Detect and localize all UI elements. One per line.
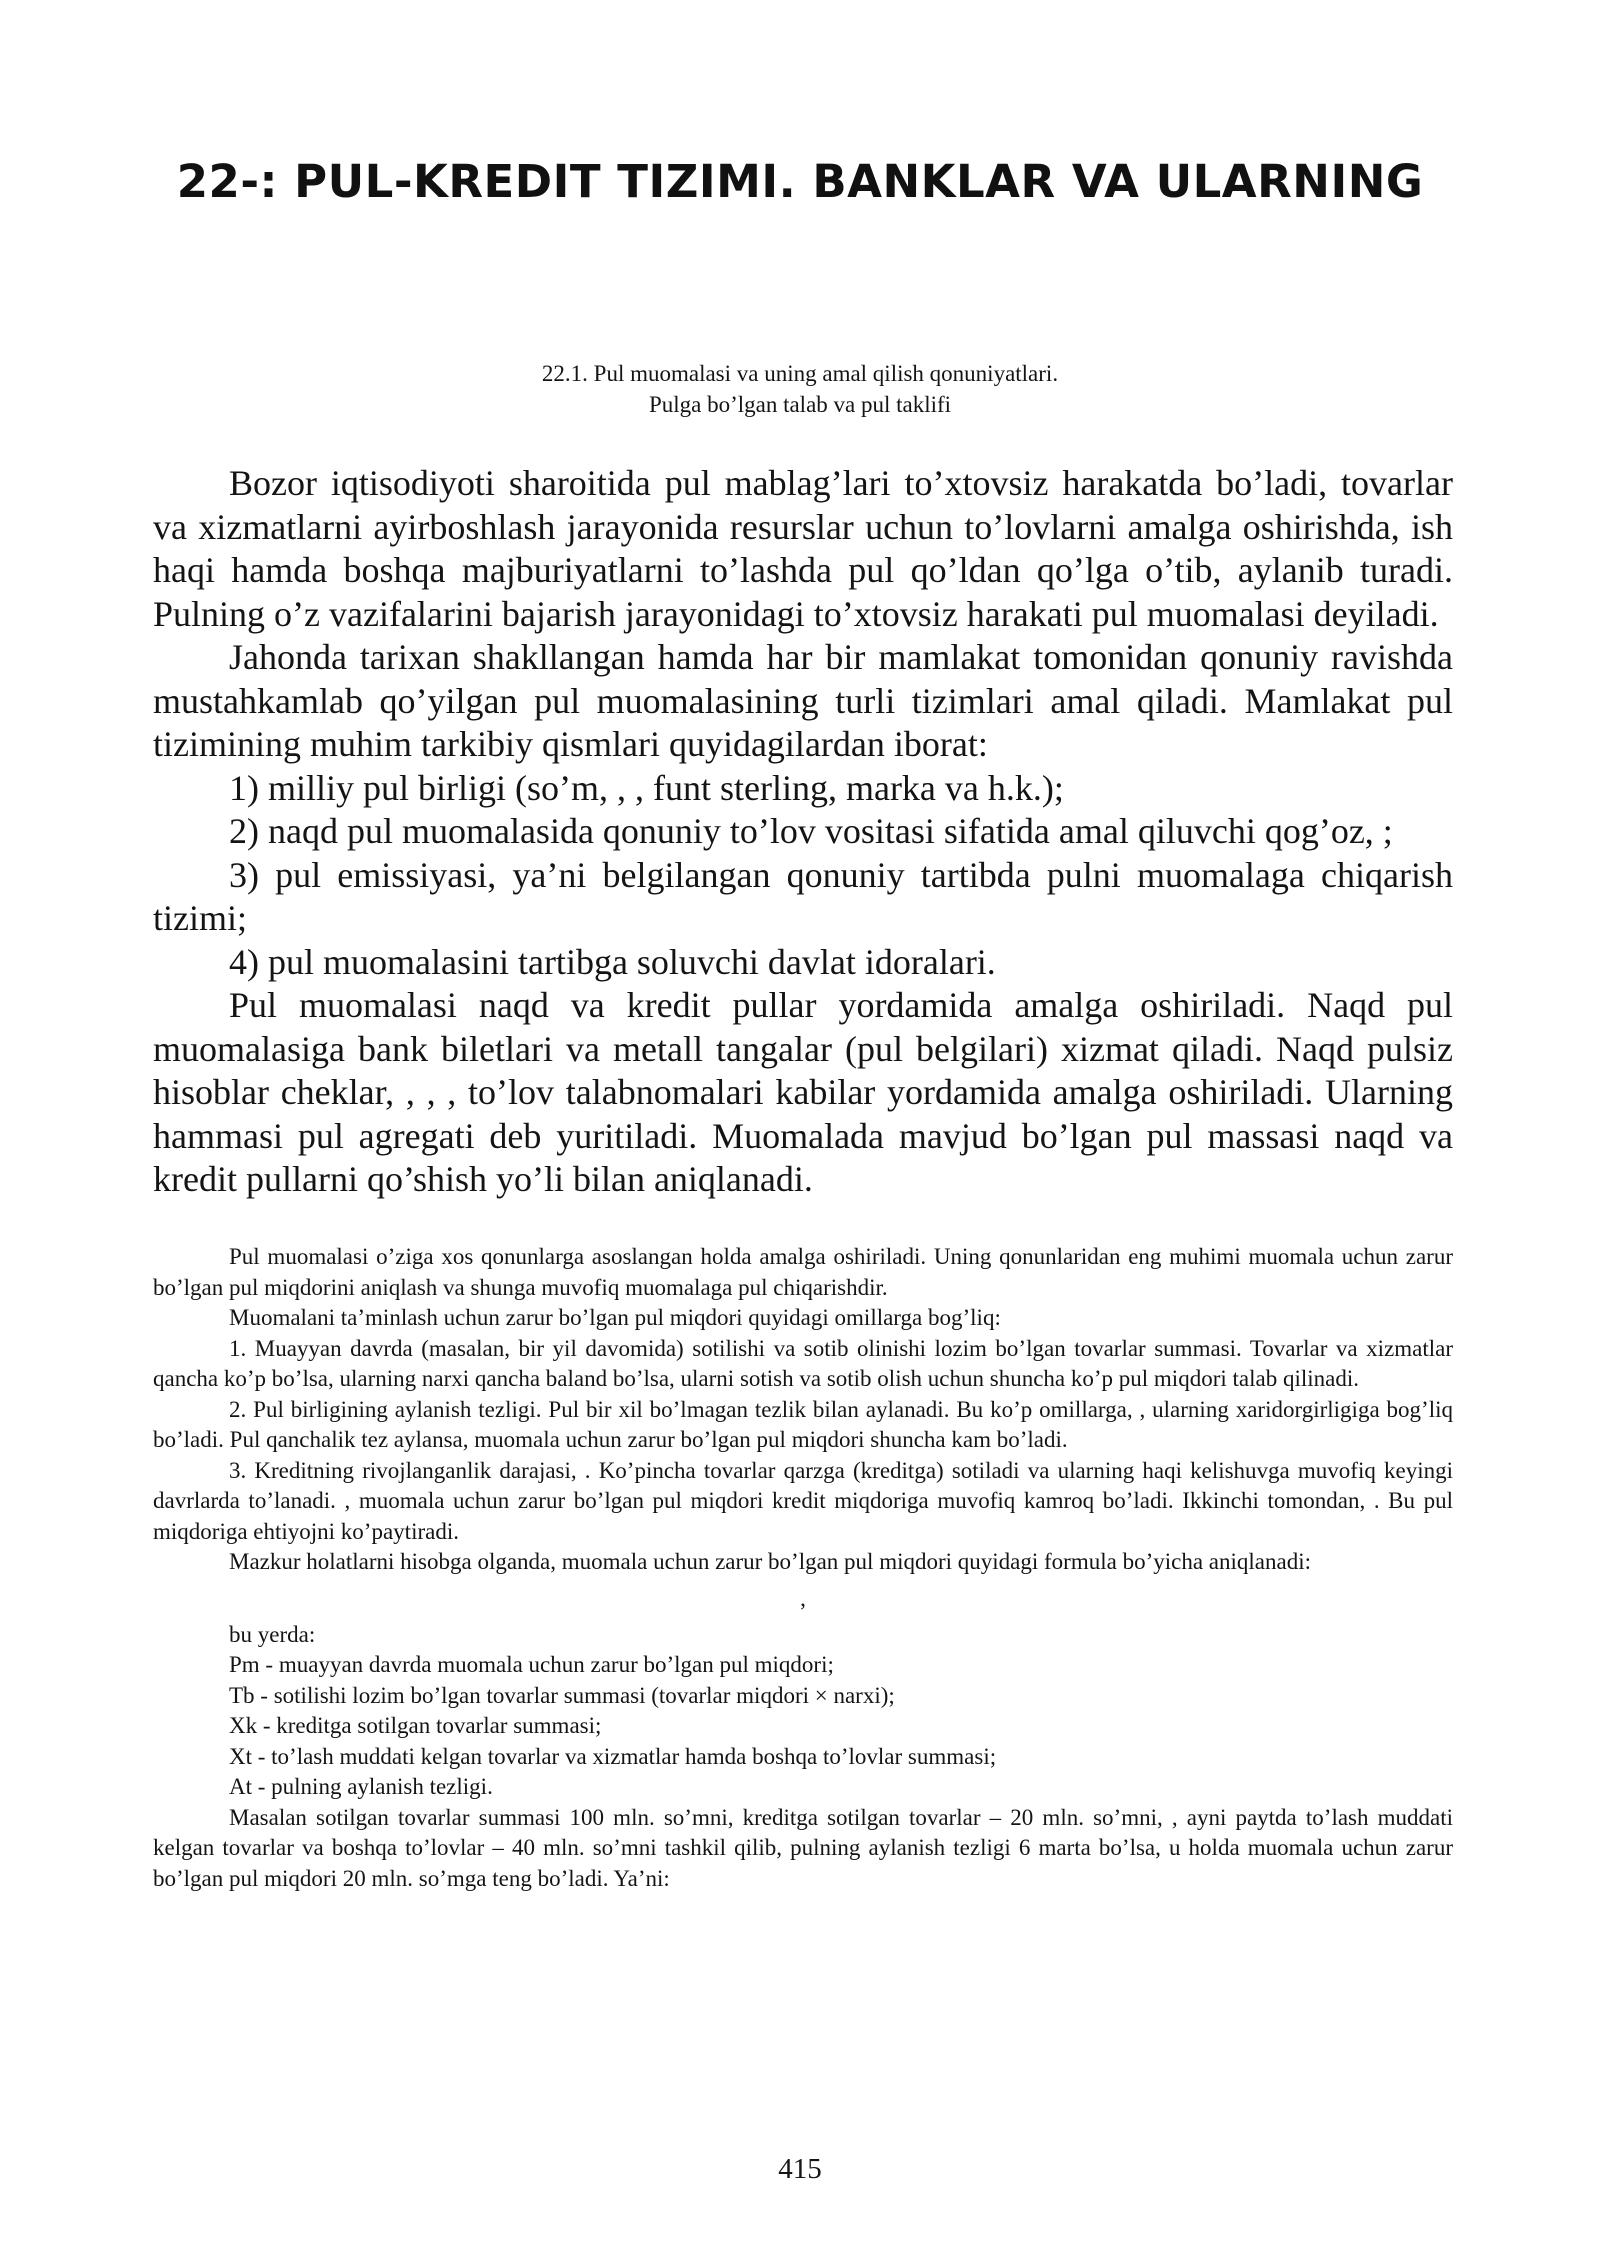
- paragraph: Pul muomalasi o’ziga xos qonunlarga asoslangan holda amalga oshiriladi. Uning qonunlaridan eng muhimi muomala uchun zarur bo’lgan pul miqdorini aniqlash va shunga muvofiq muomalaga pul chiqarishdir.: [153, 1244, 1453, 1300]
- definition-item: Tb - sotilishi lozim bo’lgan tovarlar summasi (tovarlar miqdori × narxi);: [229, 1682, 895, 1708]
- small-text-block: [153, 1242, 1453, 1894]
- paragraph: Pul muomalasi naqd va kredit pullar yordamida amalga oshiriladi. Naqd pul muomalasiga bank biletlari va metall tangalar (pul belgilari) xizmat qiladi. Naqd pulsiz hisoblar cheklar, , , , to’lov talabnomalari kabilar yordamida amalga oshiriladi. Ularning hammasi pul agregati deb yuritiladi. Muomalada mavjud bo’lgan pul massasi naqd va kredit pullarni qo’shish yo’li bilan aniqlanadi.: [153, 985, 1453, 1199]
- list-item: 3) pul emissiyasi, ya’ni belgilangan qonuniy tartibda pulni muomalaga chiqarish tizimi;: [153, 854, 1453, 938]
- definitions-list: [153, 1620, 1453, 1803]
- definition-item: Xk - kreditga sotilgan tovarlar summasi;: [229, 1713, 602, 1738]
- large-text-block: [153, 462, 1453, 1202]
- definition-item: Pm - muayyan davrda muomala uchun zarur bo’lgan pul miqdori;: [229, 1652, 834, 1677]
- list-item: 4) pul muomalasini tartibga soluvchi davlat idoralari.: [229, 941, 996, 982]
- definition-item: Xt - to’lash muddati kelgan tovarlar va xizmatlar hamda boshqa to’lovlar summasi;: [229, 1743, 997, 1769]
- list-item: 2. Pul birligining aylanish tezligi. Pul bir xil bo’lmagan tezlik bilan aylanadi. Bu ko’p omillarga, , ularning xaridorgirligiga bog’liq bo’ladi. Pul qanchalik tez aylansa, muomala uchun zarur bo’lgan pul miqdori shuncha kam bo’ladi.: [153, 1396, 1453, 1452]
- closing-paragraph: Masalan sotilgan tovarlar summasi 100 mln. so’mni, kreditga sotilgan tovarlar – 20 mln. so’mni, , ayni paytda to’lash muddati kelgan tovarlar va boshqa to’lovlar – 40 mln. so’mni tashkil qilib, pulning aylanish tezligi 6 marta bo’lsa, u holda muomala uchun zarur bo’lgan pul miqdori 20 mln. so’mga teng bo’ladi. Ya’ni:: [153, 1804, 1453, 1891]
- paragraph: Muomalani ta’minlash uchun zarur bo’lgan pul miqdori quyidagi omillarga bog’liq:: [229, 1305, 1001, 1330]
- paragraph: Jahonda tarixan shakllangan hamda har bir mamlakat tomonidan qonuniy ravishda mustahkamlab qo’yilgan pul muomalasining turli tizimlari amal qiladi. Mamlakat pul tizimining muhim tarkibiy qismlari quyidagilardan iborat:: [153, 637, 1453, 764]
- section-heading: [0, 358, 1600, 420]
- paragraph: Mazkur holatlarni hisobga olganda, muomala uchun zarur bo’lgan pul miqdori quyidagi formula bo’yicha aniqlanadi:: [229, 1549, 1311, 1574]
- definitions-intro: bu yerda:: [229, 1621, 316, 1647]
- definition-item: At - pulning aylanish tezligi.: [229, 1774, 493, 1799]
- page-number: 415: [778, 2153, 822, 2185]
- chapter-title: 22-: PUL-KREDIT TIZIMI. BANKLAR VA ULARNING: [176, 155, 1424, 208]
- paragraph: Bozor iqtisodiyoti sharoitida pul mablag’lari to’xtovsiz harakatda bo’ladi, tovarlar va xizmatlarni ayirboshlash jarayonida resurslar uchun to’lovlarni amalga oshirishda, ish haqi hamda boshqa majburiyatlarni to’lashda pul qo’ldan qo’lga o’tib, aylanib turadi. Pulning o’z vazifalarini bajarish jarayonidagi to’xtovsiz harakati pul muomalasi deyiladi.: [153, 463, 1453, 634]
- list-item: 1. Muayyan davrda (masalan, bir yil davomida) sotilishi va sotib olinishi lozim bo’lgan tovarlar summasi. Tovarlar va xizmatlar qancha ko’p bo’lsa, ularning narxi qancha baland bo’lsa, ularni sotish va sotib olish uchun shuncha ko’p pul miqdori talab qilinadi.: [153, 1335, 1453, 1391]
- list-item: 2) naqd pul muomalasida qonuniy to’lov vositasi sifatida amal qiluvchi qog’oz, ;: [229, 811, 1393, 851]
- list-item: 3. Kreditning rivojlanganlik darajasi, . Ko’pincha tovarlar qarzga (kreditga) sotiladi va ularning haqi kelishuvga muvofiq keyingi davrlarda to’lanadi. , muomala uchun zarur bo’lgan pul miqdori kredit miqdoriga muvofiq kamroq bo’ladi. Ikkinchi tomondan, . Bu pul miqdoriga ehtiyojni ko’paytiradi.: [153, 1457, 1453, 1544]
- section-heading-line-1: 22.1. Pul muomalasi va uning amal qilish qonuniyatlari.: [541, 361, 1059, 386]
- section-heading-line-2: Pulga bo’lgan talab va pul taklifi: [648, 392, 952, 417]
- formula-line: ,: [800, 1585, 806, 1611]
- list-item: 1) milliy pul birligi (so’m, , , funt sterling, marka va h.k.);: [229, 767, 1064, 808]
